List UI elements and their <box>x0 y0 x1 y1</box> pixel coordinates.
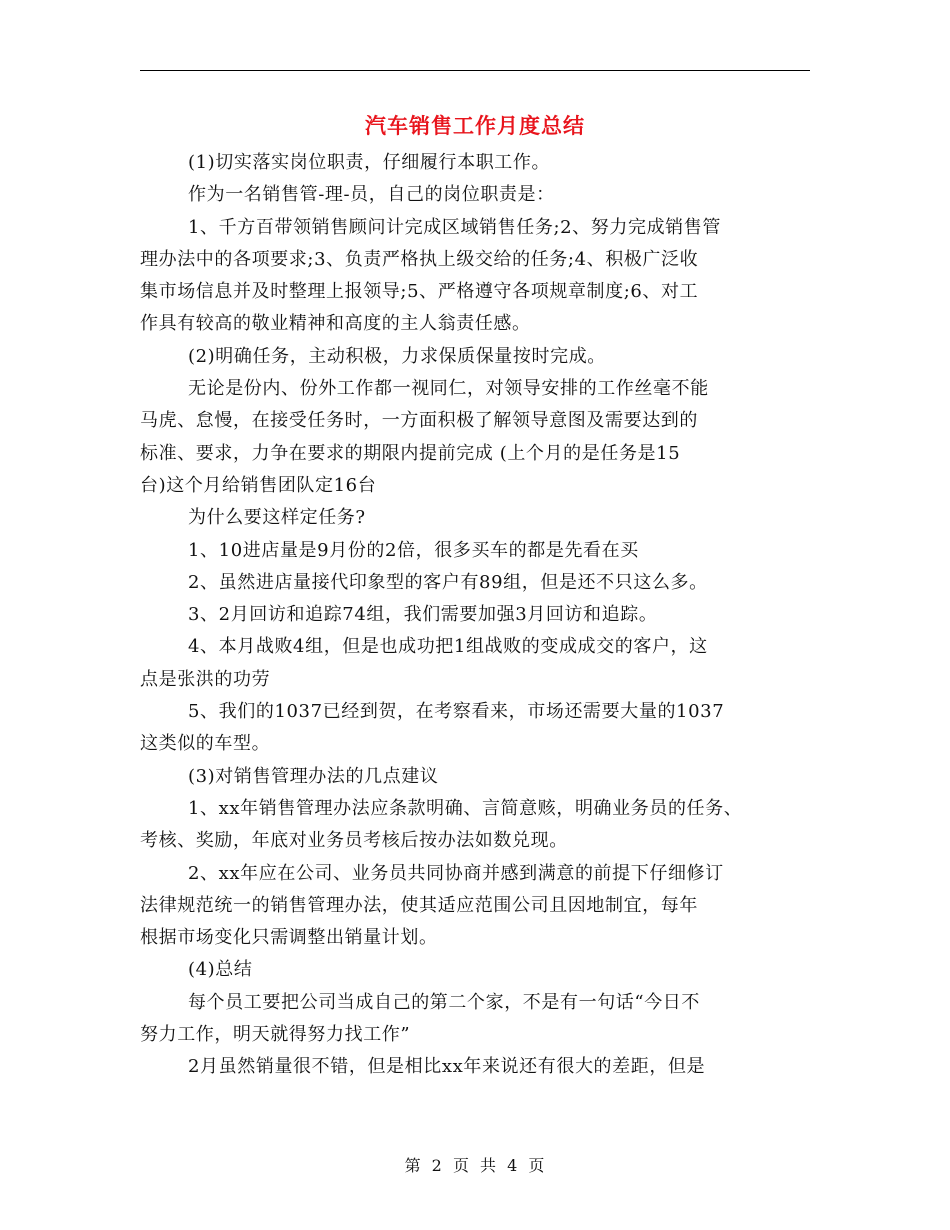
paragraph-line: 考核、奖励，年底对业务员考核后按办法如数兑现。 <box>140 830 568 852</box>
paragraph-line: 根据市场变化只需调整出销量计划。 <box>140 927 438 949</box>
paragraph <box>140 987 830 1052</box>
paragraph <box>140 212 830 341</box>
paragraph-line: 1、10进店量是9月份的2倍，很多买车的都是先看在买 <box>188 539 639 561</box>
paragraph <box>140 793 830 858</box>
paragraph-line: 马虎、怠慢，在接受任务时，一方面积极了解领导意图及需要达到的 <box>140 410 698 432</box>
paragraph-line: 2、xx年应在公司、业务员共同协商并感到满意的前提下仔细修订 <box>188 862 724 884</box>
paragraph-line: 集市场信息并及时整理上报领导;5、严格遵守各项规章制度;6、对工 <box>140 281 699 303</box>
paragraph-line: 4、本月战败4组，但是也成功把1组战败的变成成交的客户，这 <box>188 636 708 658</box>
paragraph-line: (1)切实落实岗位职责，仔细履行本职工作。 <box>188 152 551 173</box>
paragraph <box>140 341 830 373</box>
header-rule <box>140 70 810 71</box>
paragraph-line: 每个员工要把公司当成自己的第二个家，不是有一句话“今日不 <box>188 991 700 1013</box>
paragraph <box>140 567 830 599</box>
paragraph-line: 标准、要求，力争在要求的期限内提前完成 (上个月的是任务是15 <box>140 442 681 464</box>
paragraph-line: 无论是份内、份外工作都一视同仁，对领导安排的工作丝毫不能 <box>188 378 709 400</box>
paragraph-line: 2、虽然进店量接代印象型的客户有89组，但是还不只这么多。 <box>188 571 708 593</box>
paragraph-line: 作为一名销售管-理-员，自己的岗位职责是： <box>188 184 555 206</box>
paragraph-line: 点是张洪的功劳 <box>140 668 271 690</box>
paragraph <box>140 373 830 502</box>
paragraph <box>140 954 830 986</box>
paragraph-line: 努力工作，明天就得努力找工作” <box>140 1024 411 1046</box>
paragraph <box>140 599 830 631</box>
document-title: 汽车销售工作月度总结 <box>365 113 585 138</box>
page-footer: 第 2 页 共 4 页 <box>404 1156 546 1175</box>
paragraph-line: 1、xx年销售管理办法应条款明确、言简意赅，明确业务员的任务、 <box>188 797 743 819</box>
paragraph-line: (4)总结 <box>188 959 253 981</box>
paragraph-line: 法律规范统一的销售管理办法，使其适应范围公司且因地制宜，每年 <box>140 894 698 916</box>
paragraph <box>140 147 830 179</box>
paragraph-line: (2)明确任务，主动积极，力求保质保量按时完成。 <box>188 345 606 367</box>
paragraph-line: 为什么要这样定任务? <box>188 507 366 529</box>
paragraph <box>140 631 830 696</box>
paragraph-line: 作具有较高的敬业精神和高度的主人翁责任感。 <box>140 313 531 335</box>
paragraph <box>140 502 830 534</box>
paragraph-line: 2月虽然销量很不错，但是相比xx年来说还有很大的差距，但是 <box>188 1056 706 1078</box>
paragraph-line: 1、千方百带领销售顾问计完成区域销售任务;2、努力完成销售管 <box>188 216 721 238</box>
paragraph-line: (3)对销售管理办法的几点建议 <box>188 765 439 787</box>
paragraph-line: 理办法中的各项要求;3、负责严格执上级交给的任务;4、积极广泛收 <box>140 248 699 270</box>
paragraph <box>140 535 830 567</box>
paragraph-line: 3、2月回访和追踪74组，我们需要加强3月回访和追踪。 <box>188 604 658 626</box>
paragraph-line: 这类似的车型。 <box>140 733 271 755</box>
document-body <box>140 147 830 1084</box>
paragraph <box>140 1051 830 1083</box>
paragraph-line: 台)这个月给销售团队定16台 <box>140 474 377 496</box>
paragraph <box>140 179 830 211</box>
paragraph-line: 5、我们的1037已经到贺，在考察看来，市场还需要大量的1037 <box>188 701 725 723</box>
paragraph <box>140 761 830 793</box>
paragraph <box>140 858 830 955</box>
paragraph <box>140 696 830 761</box>
